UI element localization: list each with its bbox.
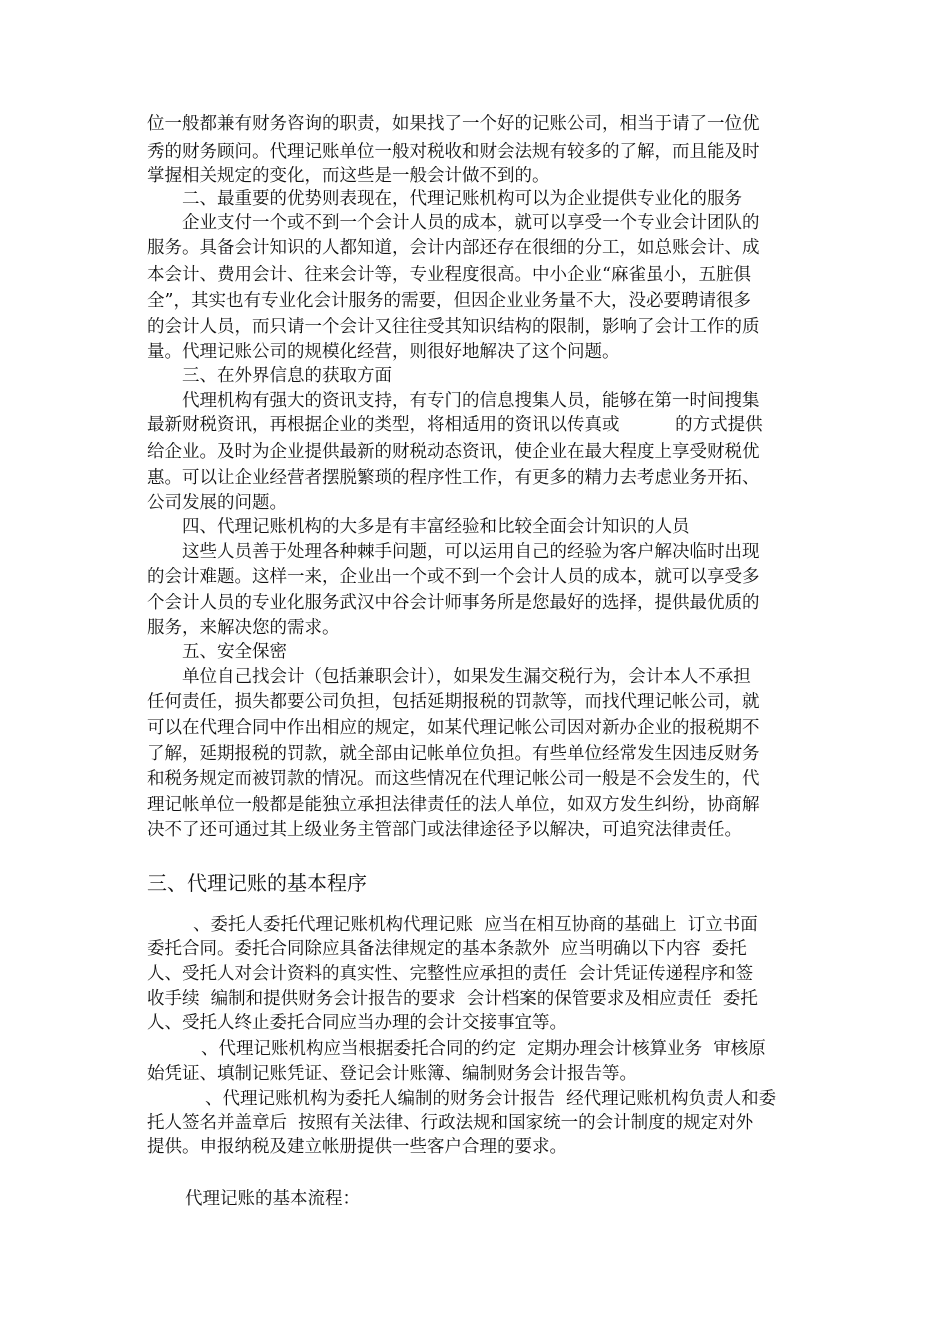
paragraph-line: 任何责任，损失都要公司负担，包括延期报税的罚款等，而找代理记帐公司，就: [147, 692, 760, 712]
paragraph-line: 委托合同。委托合同除应具备法律规定的基本条款外 应当明确以下内容 委托: [147, 939, 747, 959]
paragraph-line: 的会计人员，而只请一个会计又往往受其知识结构的限制，影响了会计工作的质: [147, 317, 760, 337]
paragraph-line: 决不了还可通过其上级业务主管部门或法律途径予以解决，可追究法律责任。: [147, 820, 742, 840]
paragraph-line: 秀的财务顾问。代理记账单位一般对税收和财会法规有较多的了解，而且能及时: [147, 142, 760, 162]
paragraph-line: 服务，来解决您的需求。: [147, 618, 340, 638]
paragraph-line: 代理机构有强大的资讯支持，有专门的信息搜集人员，能够在第一时间搜集: [182, 391, 760, 411]
subheading-advantage-5: 五、安全保密: [182, 642, 287, 662]
paragraph-line: 和税务规定而被罚款的情况。而这些情况在代理记帐公司一般是不会发生的，代: [147, 769, 760, 789]
section-heading: 三、代理记账的基本程序: [147, 871, 367, 895]
paragraph-line: 个会计人员的专业化服务武汉中谷会计师事务所是您最好的选择，提供最优质的: [147, 593, 760, 613]
flow-label: 代理记账的基本流程：: [185, 1189, 360, 1209]
paragraph-line: 给企业。及时为企业提供最新的财税动态资讯，使企业在最大程度上享受财税优: [147, 442, 760, 462]
subheading-advantage-4: 四、代理记账机构的大多是有丰富经验和比较全面会计知识的人员: [182, 517, 690, 537]
paragraph-line: 本会计、费用会计、往来会计等，专业程度很高。中小企业“麻雀虽小，五脏俱: [147, 265, 751, 285]
paragraph-line: 最新财税资讯，再根据企业的类型，将相适用的资讯以传真或 的方式提供: [147, 415, 763, 435]
paragraph-line: 单位自己找会计（包括兼职会计），如果发生漏交税行为，会计本人不承担: [182, 667, 751, 687]
paragraph-line: 这些人员善于处理各种棘手问题，可以运用自己的经验为客户解决临时出现: [182, 542, 760, 562]
paragraph-line: 全”，其实也有专业化会计服务的需要，但因企业业务量不大，没必要聘请很多: [147, 291, 751, 311]
paragraph-line: 的会计难题。这样一来，企业出一个或不到一个会计人员的成本，就可以享受多: [147, 567, 760, 587]
paragraph-line: 、代理记账机构为委托人编制的财务会计报告 经代理记账机构负责人和委: [205, 1089, 777, 1109]
paragraph-line: 位一般都兼有财务咨询的职责，如果找了一个好的记账公司，相当于请了一位优: [147, 114, 760, 134]
paragraph-line: 公司发展的问题。: [147, 493, 287, 513]
paragraph-line: 理记帐单位一般都是能独立承担法律责任的法人单位，如双方发生纠纷，协商解: [147, 795, 760, 815]
paragraph-line: 始凭证、填制记账凭证、登记会计账簿、编制财务会计报告等。: [147, 1064, 637, 1084]
paragraph-line: 、委托人委托代理记账机构代理记账 应当在相互协商的基础上 订立书面: [193, 915, 758, 935]
paragraph-line: 托人签名并盖章后 按照有关法律、行政法规和国家统一的会计制度的规定对外: [147, 1113, 754, 1133]
paragraph-line: 提供。申报纳税及建立帐册提供一些客户合理的要求。: [147, 1137, 567, 1157]
paragraph-line: 可以在代理合同中作出相应的规定，如某代理记帐公司因对新办企业的报税期不: [147, 718, 760, 738]
subheading-advantage-2: 二、最重要的优势则表现在，代理记账机构可以为企业提供专业化的服务: [182, 189, 742, 209]
subheading-advantage-3: 三、在外界信息的获取方面: [182, 366, 392, 386]
paragraph-line: 、代理记账机构应当根据委托合同的约定 定期办理会计核算业务 审核原: [201, 1039, 766, 1059]
paragraph-line: 掌握相关规定的变化，而这些是一般会计做不到的。: [147, 166, 550, 186]
paragraph-line: 人、受托人对会计资料的真实性、完整性应承担的责任 会计凭证传递程序和签: [147, 964, 754, 984]
paragraph-line: 量。代理记账公司的规模化经营，则很好地解决了这个问题。: [147, 342, 620, 362]
paragraph-line: 人、受托人终止委托合同应当办理的会计交接事宜等。: [147, 1013, 567, 1033]
paragraph-line: 收手续 编制和提供财务会计报告的要求 会计档案的保管要求及相应责任 委托: [147, 989, 758, 1009]
paragraph-line: 企业支付一个或不到一个会计人员的成本，就可以享受一个专业会计团队的: [182, 213, 760, 233]
paragraph-line: 了解，延期报税的罚款，就全部由记帐单位负担。有些单位经常发生因违反财务: [147, 744, 760, 764]
paragraph-line: 惠。可以让企业经营者摆脱繁琐的程序性工作，有更多的精力去考虑业务开拓、: [147, 468, 760, 488]
paragraph-line: 服务。具备会计知识的人都知道，会计内部还存在很细的分工，如总账会计、成: [147, 238, 760, 258]
